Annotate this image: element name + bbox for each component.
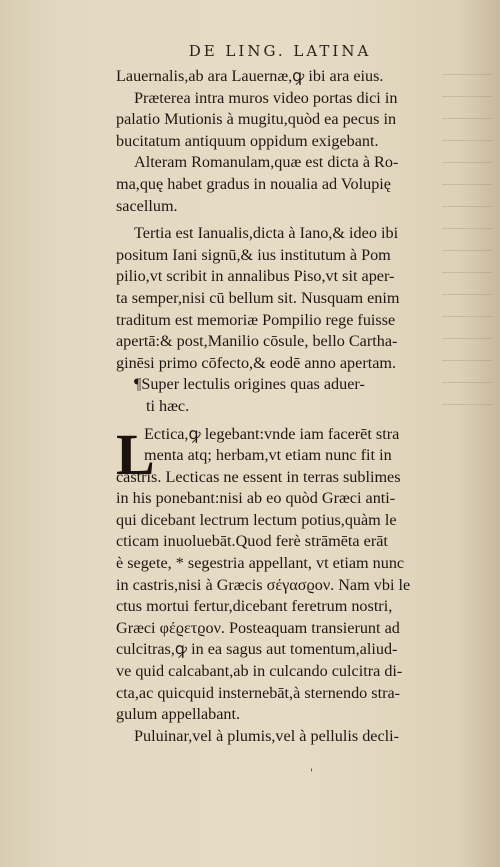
text-line: positum Iani signū,& ius institutum à Pom [116,245,391,264]
text-line: è segete, * segestria appellant, vt etiam nunc [116,554,405,573]
text-line: in his ponebant:nisi ab eo quòd Græci anti- [116,489,396,508]
text-line: Græci φέϱετϱον. Posteaquam transierunt ad [116,618,400,637]
text-line: castris. Lecticas ne essent in terras sublimes [116,467,401,486]
text-line: cticam inuoluebāt.Quod ferè strāmēta erāt [116,532,388,551]
text-line: sacellum. [116,196,178,215]
text-line: Tertia est Ianualis,dicta à Iano,& ideo ibi [134,224,399,243]
text-line: ve quid calcabant,ab in culcando culcitra di- [116,662,403,681]
dropcap-initial: L [116,421,155,487]
signature-mark: ' [310,768,313,779]
text-line: Præterea intra muros video portas dici in [134,88,398,107]
text-line: ta semper,nisi cū bellum sit. Nusquam enim [116,288,400,307]
text-line: cta,ac quicquid insternebāt,à sternendo stra- [116,683,401,702]
text-line: pilio,vt scribit in annalibus Piso,vt sit aper- [116,267,395,286]
running-header-text: DE LING. LATINA [188,42,372,60]
text-line: ma,quę habet gradus in noualia ad Volupię [116,174,391,193]
text-line: qui dicebant lectrum lectum potius,quàm le [116,510,397,529]
body-text [116,66,476,747]
text-line: Lauernalis,ab ara Lauernæ,ꝙ ibi ara eius. [116,67,384,85]
text-line: Ectica,ꝙ legebant:vnde iam facerēt stra [144,424,400,443]
text-line: traditum est memoriæ Pompilio rege fuisse [116,310,396,329]
section-heading: ti hæc. [146,396,190,415]
text-line: Puluinar,vel à plumis,vel à pellulis decli- [134,726,400,745]
section-heading: ¶Super lectulis origines quas aduer- [134,375,365,394]
text-line: culcitras,ꝙ in ea sagus aut tomentum,aliud- [116,640,398,659]
text-line: apertā:& post,Manilio cōsule, bello Cartha- [116,332,398,351]
text-line: ctus mortui fertur,dicebant feretrum nostri, [116,597,393,616]
text-line: gulum appellabant. [116,705,241,724]
text-line: menta atq; herbam,vt etiam nunc fit in [144,446,392,465]
text-line: palatio Mutionis à mugitu,quòd ea pecus in [116,110,397,129]
text-line: ginēsi primo cōfecto,& eodē anno apertam. [116,353,397,372]
dropcap-paragraph [116,421,476,726]
text-line: Alteram Romanulam,quæ est dicta à Ro- [134,153,399,172]
running-header [0,42,500,60]
text-line: bucitatum antiquum oppidum exigebant. [116,131,379,150]
text-line: in castris,nisi à Græcis σέγασϱον. Nam vbi le [116,575,411,594]
